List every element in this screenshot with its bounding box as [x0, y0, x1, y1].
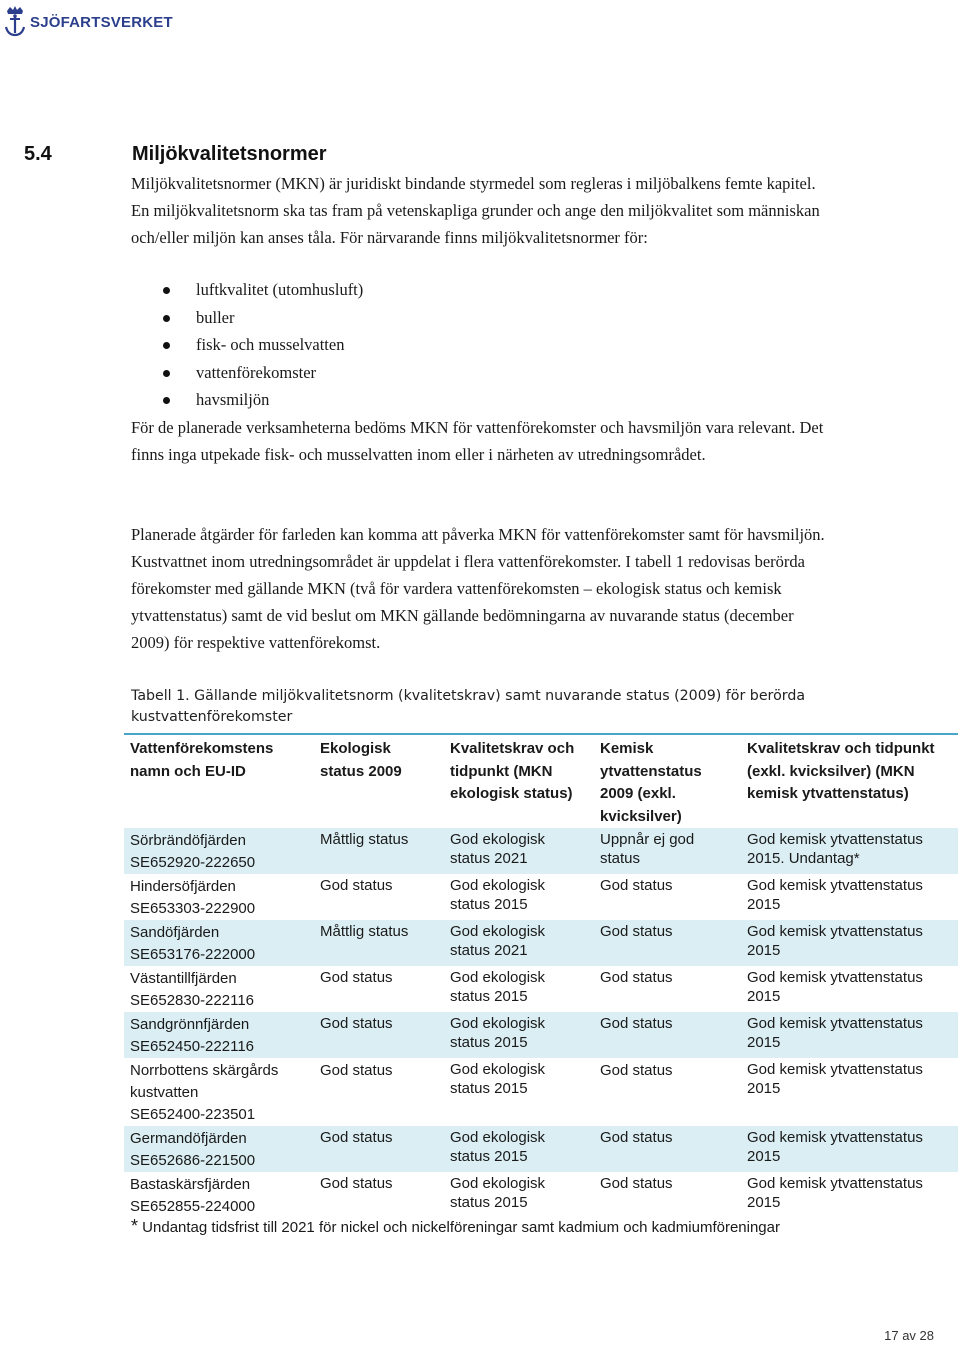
footnote-text: Undantag tidsfrist till 2021 för nickel och nickelföreningar samt kadmium och kadmiumföreningar: [138, 1219, 780, 1236]
header-eco-status: Ekologisk status 2009: [314, 734, 444, 828]
header-chem-status: Kemisk ytvattenstatus 2009 (exkl. kvicksilver): [594, 734, 741, 828]
cell-eco-req: God ekologisk status 2015: [444, 1012, 594, 1058]
table-header-row: [124, 734, 958, 828]
list-item: luftkvalitet (utomhusluft): [131, 276, 363, 304]
cell-chem-req: God kemisk ytvattenstatus 2015: [747, 877, 923, 913]
cell-chem-req: God kemisk ytvattenstatus 2015: [741, 920, 958, 966]
cell-name: Germandöfjärden SE652686-221500: [124, 1126, 314, 1172]
list-item: fisk- och musselvatten: [131, 331, 363, 359]
table-row: [124, 1172, 958, 1218]
cell-chem-req: God kemisk ytvattenstatus 2015: [747, 1175, 923, 1211]
cell-eco-req: God ekologisk status 2021: [444, 920, 594, 966]
page-number: 17 av 28: [884, 1328, 934, 1343]
cell-eco: God status: [320, 969, 393, 986]
cell-eco-req: God ekologisk status 2015: [450, 1175, 546, 1211]
footnote-star: *: [131, 1216, 139, 1236]
cell-name: Hindersöfjärden SE653303-222900: [130, 878, 256, 917]
bullet-icon: [163, 287, 170, 294]
cell-name: Norrbottens skärgårds kustvatten SE652400-223501: [130, 1062, 279, 1123]
cell-eco: Måttlig status: [314, 828, 444, 874]
list-item: buller: [131, 304, 363, 332]
table-row: [124, 1012, 958, 1058]
header-eco-requirement: Kvalitetskrav och tidpunkt (MKN ekologisk status): [444, 734, 594, 828]
cell-eco: God status: [314, 1126, 444, 1172]
cell-eco: God status: [320, 1175, 393, 1192]
crown-anchor-logo-icon: [2, 5, 28, 39]
cell-chem: Uppnår ej god status: [594, 828, 741, 874]
cell-chem-req: God kemisk ytvattenstatus 2015: [747, 1061, 923, 1097]
cell-eco-req: God ekologisk status 2015: [450, 1061, 546, 1097]
cell-name: Sandgrönnfjärden SE652450-222116: [124, 1012, 314, 1058]
cell-name: Sörbrändöfjärden SE652920-222650: [124, 828, 314, 874]
section-title: Miljökvalitetsnormer: [132, 143, 327, 165]
cell-chem-req: God kemisk ytvattenstatus 2015. Undantag*: [741, 828, 958, 874]
cell-eco: God status: [314, 1012, 444, 1058]
cell-chem: God status: [600, 1175, 673, 1192]
list-item: havsmiljön: [131, 386, 363, 414]
cell-eco-req: God ekologisk status 2015: [444, 1126, 594, 1172]
table-row: [124, 920, 958, 966]
table-row: [124, 1126, 958, 1172]
cell-chem: God status: [594, 1126, 741, 1172]
table-row: [124, 874, 958, 920]
cell-chem: God status: [594, 1012, 741, 1058]
bullet-icon: [163, 342, 170, 349]
footnote: [131, 1214, 831, 1240]
cell-chem-req: God kemisk ytvattenstatus 2015: [741, 1012, 958, 1058]
table-row: [124, 1058, 958, 1126]
cell-chem-req: God kemisk ytvattenstatus 2015: [741, 1126, 958, 1172]
header-name: Vattenförekomstens namn och EU-ID: [124, 734, 314, 828]
bullet-icon: [163, 315, 170, 322]
cell-eco-req: God ekologisk status 2015: [450, 969, 546, 1005]
cell-eco: God status: [320, 1062, 393, 1079]
water-bodies-table: [124, 733, 958, 1218]
section-number: 5.4: [24, 143, 52, 165]
relevance-paragraph: För de planerade verksamheterna bedöms MKN för vattenförekomster och havsmiljön vara relevant. Det finns inga utpekade fisk- och musselvatten inom eller i närheten av utredningsområdet.: [131, 418, 824, 464]
intro-paragraph: Miljökvalitetsnormer (MKN) är juridiskt bindande styrmedel som regleras i miljöbalkens femte kapitel. En miljökvalitetsnorm ska tas fram på vetenskapliga grunder och ange den miljökvalitet som människan och/eller miljön kan anses tåla. För närvarande finns miljökvalitetsnormer för:: [131, 174, 820, 247]
planned-measures-paragraph: Planerade åtgärder för farleden kan komma att påverka MKN för vattenförekomster samt för havsmiljön. Kustvattnet inom utredningsområdet är uppdelat i flera vattenförekomster. I tabell 1 redovisas berörda förekomster med gällande MKN (två för vardera vattenförekomsten – ekologisk status och kemisk ytvattenstatus) samt de vid beslut om MKN gällande bedömningarna av nuvarande status (december 2009) för respektive vattenförekomst.: [131, 525, 825, 652]
table-row: [124, 828, 958, 874]
cell-chem: God status: [600, 877, 673, 894]
cell-chem-req: God kemisk ytvattenstatus 2015: [747, 969, 923, 1005]
cell-name: Bastaskärsfjärden SE652855-224000: [130, 1176, 256, 1215]
cell-name: Sandöfjärden SE653176-222000: [124, 920, 314, 966]
bullet-list: [131, 276, 363, 414]
cell-chem: God status: [600, 1062, 673, 1079]
cell-eco: God status: [320, 877, 393, 894]
cell-name: Västantillfjärden SE652830-222116: [130, 970, 254, 1009]
cell-eco-req: God ekologisk status 2015: [450, 877, 546, 913]
logo-text: SJÖFARTSVERKET: [30, 13, 173, 31]
bullet-icon: [163, 397, 170, 404]
cell-eco-req: God ekologisk status 2021: [444, 828, 594, 874]
table-row: [124, 966, 958, 1012]
table-caption: Tabell 1. Gällande miljökvalitetsnorm (kvalitetskrav) samt nuvarande status (2009) för berörda kustvattenförekomster: [131, 688, 806, 725]
bullet-icon: [163, 370, 170, 377]
header-logo: [2, 4, 173, 40]
cell-chem: God status: [600, 969, 673, 986]
header-chem-requirement: Kvalitetskrav och tidpunkt (exkl. kvicksilver) (MKN kemisk ytvattenstatus): [741, 734, 958, 828]
list-item: vattenförekomster: [131, 359, 363, 387]
cell-eco: Måttlig status: [314, 920, 444, 966]
cell-chem: God status: [594, 920, 741, 966]
